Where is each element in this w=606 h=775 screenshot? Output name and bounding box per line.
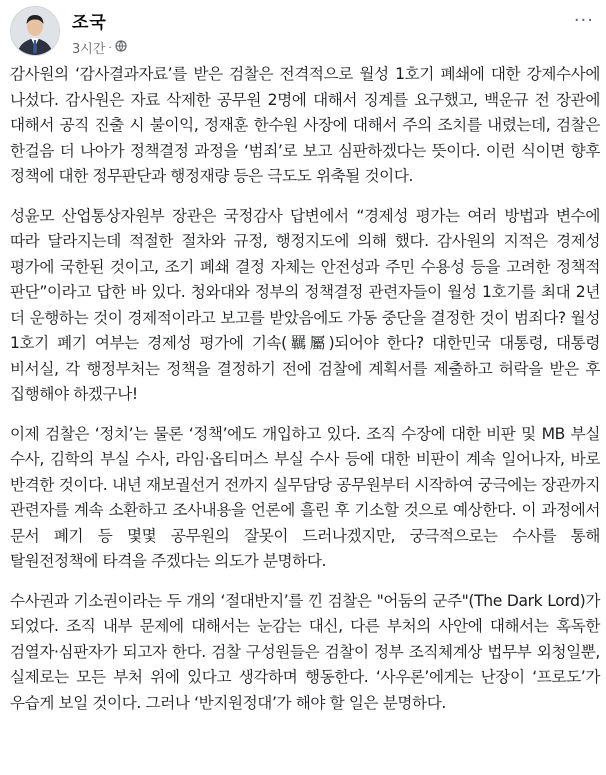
post-paragraph: 이제 검찰은 ‘정치’는 물론 ‘정책’에도 개입하고 있다. 조직 수장에 대한 비판 및 MB 부실 수사, 김학의 부실 수사, 라임·옵티머스 부실 수사 등에 대한 비판이 계속 일어나자, 바로 반격한 것이다. 내년 재보궐선거 전까지 실무담당 공무원부터 시작하여 궁극에는 장관까지 관련자를 계속 소환하고 조사내용을 언론에 흘린 후 기소할 것으로 예상한다. 이 과정에서 문서 폐기 등 몇몇 공무원의 잘못이 드러나겠지만, 궁극적으로는 수사를 통해 탈원전정책에 타격을 주겠다는 의도가 분명하다. (10, 424, 600, 570)
author-name[interactable]: 조국 (72, 13, 107, 33)
post-time[interactable]: 3시간 (72, 42, 106, 57)
post-body (10, 62, 600, 730)
post-meta (72, 38, 127, 57)
globe-icon[interactable] (115, 40, 127, 56)
avatar-portrait-icon (11, 7, 59, 55)
separator-dot: · (108, 41, 112, 54)
post-paragraph: 성윤모 산업통상자원부 장관은 국정감사 답변에서 “경제성 평가는 여러 방법과 변수에 따라 달라지는데 적절한 절차와 규정, 행정지도에 의해 했다. 감사원의 지적은 경제성 평가에 국한된 것이고, 조기 폐쇄 결정 자체는 안전성과 주민 수용성 등을 고려한 정책적 판단”이라고 답한 바 있다. 청와대와 정부의 정책결정 관련자들이 월성 1호기를 최대 2년 더 운행하는 것이 경제적이라고 보고를 받았음에도 가동 중단을 결정한 것이 범죄다? 월성 1호기 폐기 여부는 경제성 평가에 기속(羈屬)되어야 한다? 대한민국 대통령, 대통령 비서실, 각 행정부처는 정책을 결정하기 전에 검찰에 계획서를 제출하고 허락을 받은 후 집행해야 하겠구나! (10, 206, 600, 403)
author-avatar[interactable] (10, 6, 60, 56)
ellipsis-icon[interactable]: ··· (573, 10, 594, 31)
post-paragraph: 감사원의 ‘감사결과자료’를 받은 검찰은 전격적으로 월성 1호기 폐쇄에 대한 강제수사에 나섰다. 감사원은 자료 삭제한 공무원 2명에 대해서 징계를 요구했고, 백운규 전 장관에 대해서 공직 진출 시 불이익, 정재훈 한수원 사장에 대해서 주의 조치를 내렸는데, 검찰은 한걸음 더 나아가 정책결정 과정을 ‘범죄’로 보고 심판하겠다는 뜻이다. 이런 식이면 향후 정책에 대한 정무판단과 행정재량 등은 극도도 위축될 것이다. (10, 65, 600, 185)
post-header (10, 6, 600, 62)
post-paragraph: 수사권과 기소권이라는 두 개의 ‘절대반지’를 낀 검찰은 "어둠의 군주"(The Dark Lord)가 되었다. 조직 내부 문제에 대해서는 눈감는 대신, 다른 부처의 사안에 대해서는 혹독한 검열자·심판자가 되고자 한다. 검찰 구성원들은 검찰이 정부 조직체계상 법무부 외청일뿐, 실제로는 모든 부처 위에 있다고 생각하며 행동한다. ‘사우론’에게는 난장이 ‘프로도’가 우습게 보일 것이다. 그러나 ‘반지원정대’가 해야 할 일은 분명하다. (10, 591, 600, 712)
